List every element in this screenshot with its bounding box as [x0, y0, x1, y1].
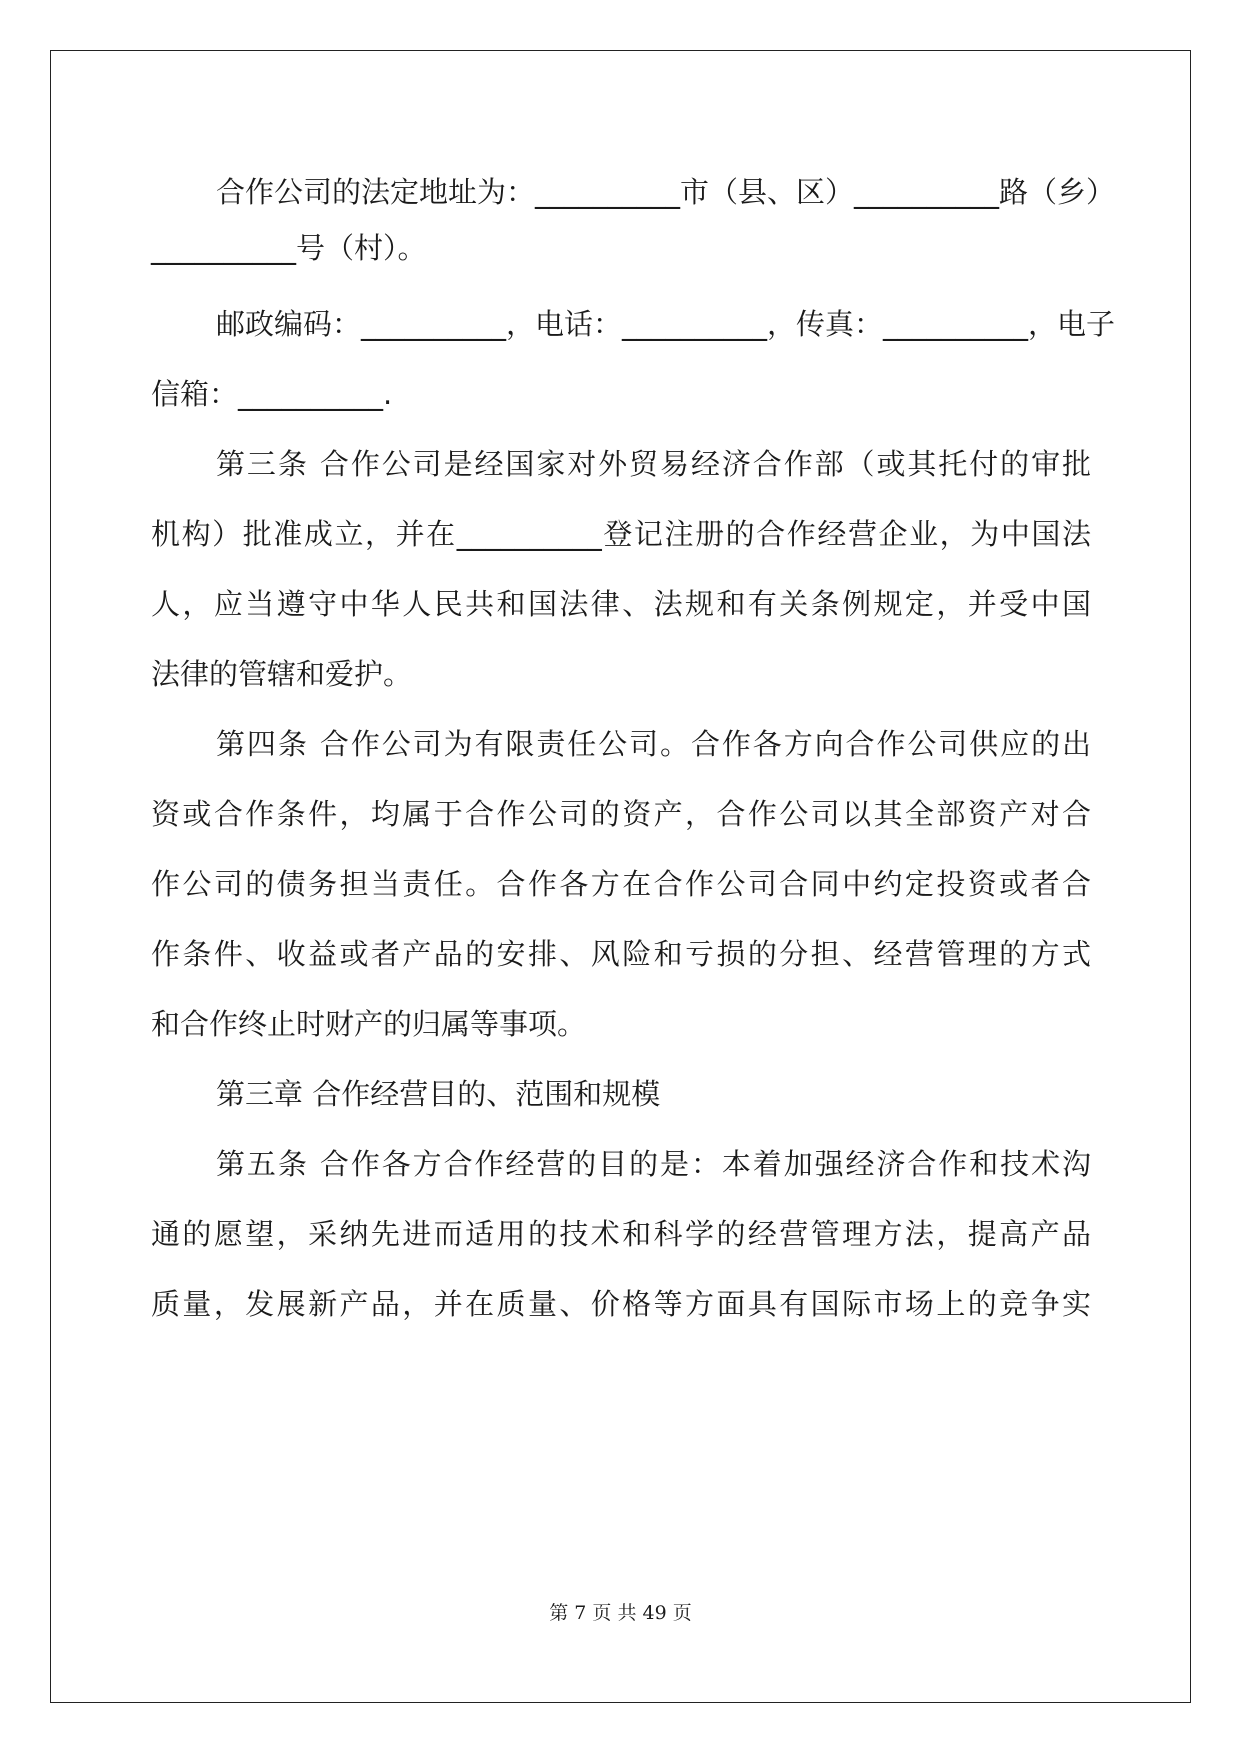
text-line: 合作公司的法定地址为：__________市（县、区）__________路（乡） [216, 175, 1116, 209]
text-line: 第五条 合作各方合作经营的目的是：本着加强经济合作和技术沟 [216, 1147, 1091, 1181]
text-line: 第四条 合作公司为有限责任公司。合作各方向合作公司供应的出 [216, 727, 1091, 761]
text-line: 作公司的债务担当责任。合作各方在合作公司合同中约定投资或者合 [151, 867, 1091, 901]
text-line: 作条件、收益或者产品的安排、风险和亏损的分担、经营管理的方式 [151, 937, 1091, 971]
text-line: 质量，发展新产品，并在质量、价格等方面具有国际市场上的竞争实 [151, 1287, 1091, 1321]
text-line: 和合作终止时财产的归属等事项。 [151, 1007, 587, 1041]
text-line: __________号（村）。 [151, 231, 427, 265]
text-line: 机构）批准成立，并在__________登记注册的合作经营企业，为中国法 [151, 517, 1091, 551]
text-line: 资或合作条件，均属于合作公司的资产，合作公司以其全部资产对合 [151, 797, 1091, 831]
text-line: 第三条 合作公司是经国家对外贸易经济合作部（或其托付的审批 [216, 447, 1091, 481]
text-line: 法律的管辖和爱护。 [151, 657, 413, 691]
page-indicator: 第 7 页 共 49 页 [549, 1602, 692, 1624]
text-line: 信箱：__________. [151, 377, 393, 411]
text-line: 通的愿望，采纳先进而适用的技术和科学的经营管理方法，提高产品 [151, 1217, 1091, 1251]
text-line: 邮政编码：__________，电话：__________，传真：__________，电子 [216, 307, 1116, 341]
section-heading: 第三章 合作经营目的、范围和规模 [216, 1077, 661, 1111]
text-line: 人，应当遵守中华人民共和国法律、法规和有关条例规定，并受中国 [151, 587, 1091, 621]
